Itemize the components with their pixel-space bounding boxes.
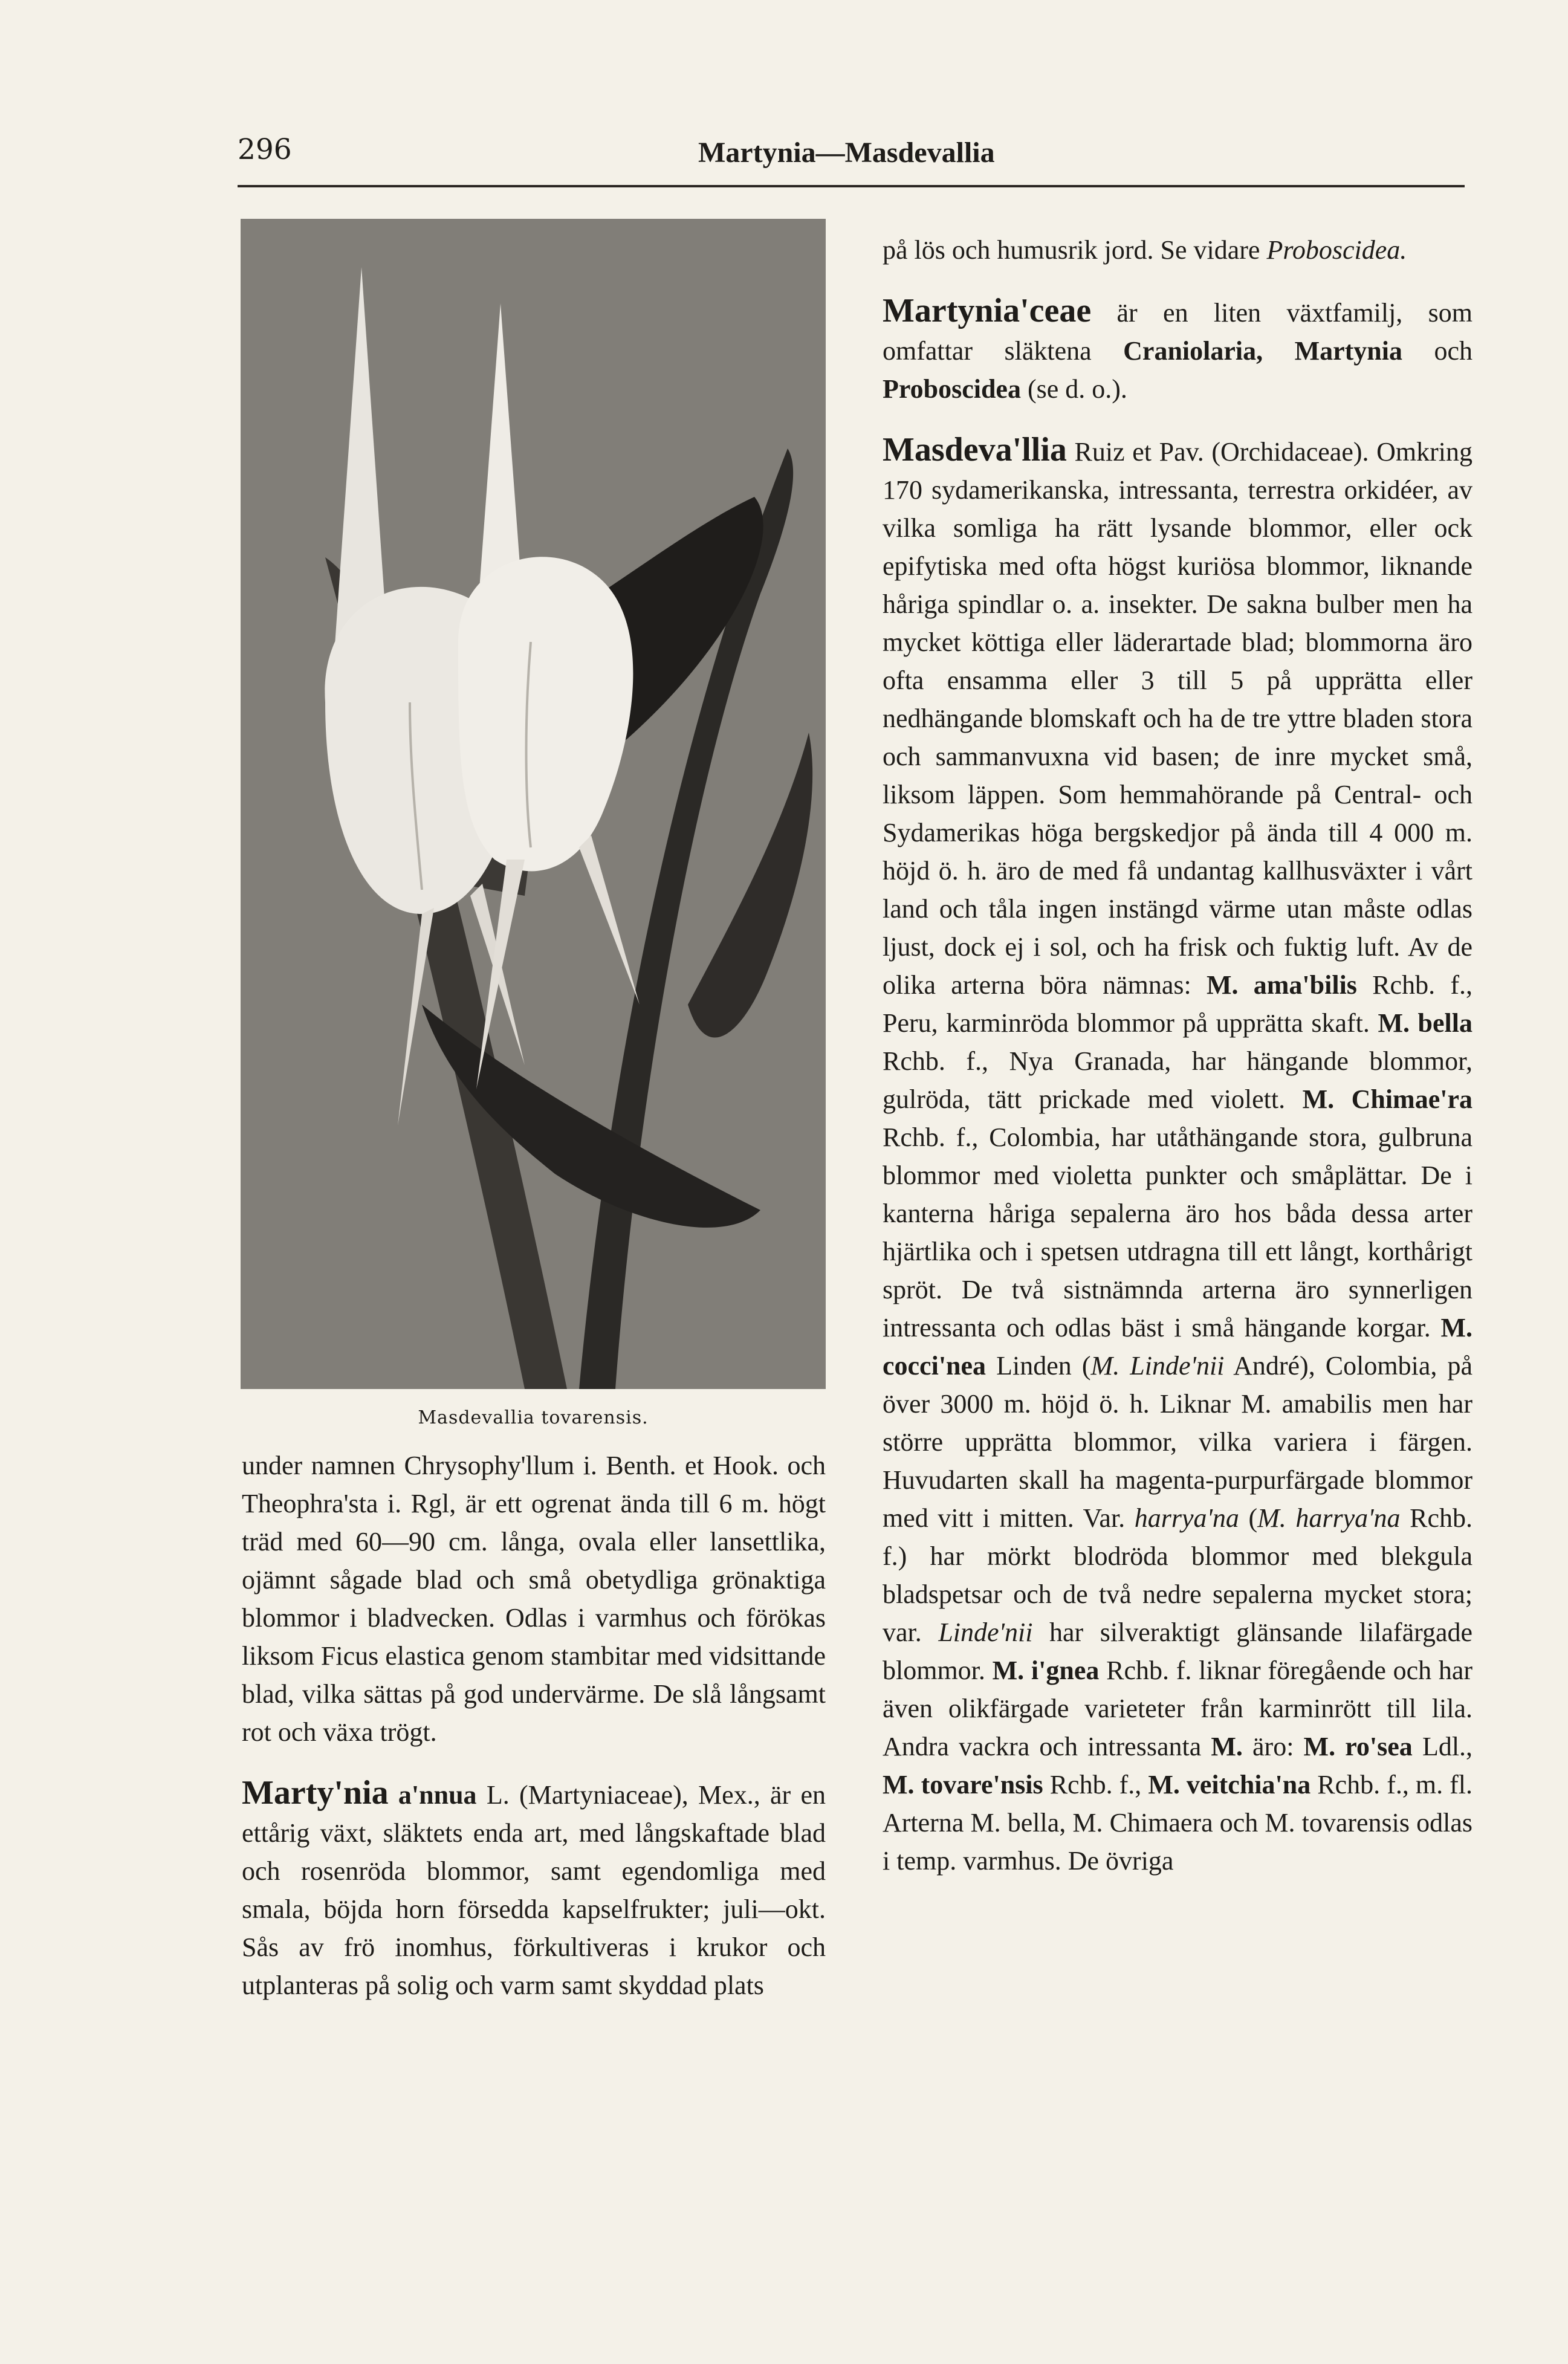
variety-name: harrya'na — [1134, 1503, 1239, 1533]
species-name: M. ama'bilis — [1206, 970, 1357, 1000]
genus-names: Craniolaria, Martynia — [1123, 336, 1402, 366]
species-name: M. i'gnea — [992, 1656, 1100, 1685]
entry-text: Linden ( — [996, 1351, 1091, 1381]
entry-martynia — [242, 1774, 826, 2004]
species-name: M. ro'sea — [1303, 1732, 1413, 1761]
entry-text: L. (Martyniaceae), Mex., är en ettårig växt, släktets enda art, med långskaftade blad och rosenröda blommor, samt egendomliga med smala, böjda horn försedda kapselfrukter; juli—okt. Sås av frö inomhus, förkultiveras i krukor och utplanteras på solig och varm samt skyddad plats — [242, 1780, 826, 2000]
entry-text: Rchb. f. liknar föregående och har även olikfärgade varieteter från karminrött till lila. Andra vackra och intressanta — [883, 1656, 1473, 1761]
running-head: Martynia—Masdevallia — [698, 137, 995, 169]
entry-lemma: Marty'nia — [242, 1774, 389, 1812]
cross-reference: Proboscidea. — [1266, 235, 1407, 265]
entry-martyniaceae — [883, 292, 1472, 408]
species-name: M. cocci'nea — [883, 1313, 1472, 1381]
entry-text: är en liten växtfamilj, som omfattar släktena — [883, 298, 1472, 366]
genus-abbrev: M. — [1211, 1732, 1243, 1761]
entry-text: Rchb. f., m. fl. Arterna M. bella, M. Chimaera och M. tovarensis odlas i temp. varmhus. De övriga — [883, 1770, 1473, 1876]
species-name: M. tovare'nsis — [883, 1770, 1043, 1799]
orchid-illustration — [241, 219, 826, 1389]
paragraph-continuation — [883, 231, 1472, 269]
continuation-text: på lös och humusrik jord. Se vidare — [883, 235, 1260, 265]
figure-caption: Masdevallia tovarensis. — [418, 1407, 649, 1428]
page-number: 296 — [238, 133, 292, 166]
synonym: M. harrya'na — [1257, 1503, 1401, 1533]
variety-name: Linde'nii — [938, 1618, 1033, 1647]
entry-text: Rchb. f., Nya Granada, har hängande blommor, gulröda, tätt prickade med violett. — [883, 1046, 1472, 1114]
entry-lemma: Masdeva'llia — [883, 431, 1067, 468]
entry-text: Rchb. f.) har mörkt blodröda blommor med blekgula bladspetsar och de två nedre sepalerna mycket stora; var. — [883, 1503, 1473, 1647]
entry-text: Rchb. f., — [1049, 1770, 1142, 1799]
species-name: a'nnua — [398, 1780, 477, 1810]
paragraph-continuation: under namnen Chrysophy'llum i. Benth. et Hook. och Theophra'sta i. Rgl, är ett ogrenat ända till 6 m. högt träd med 60—90 cm. långa, ovala eller lansettlika, ojämnt sågade blad och små obetydliga grönaktiga blommor i bladvecken. Odlas i varmhus och förökas liksom Ficus elastica genom stambitar med vidsittande blad, vilka sättas på god undervärme. De slå långsamt rot och växa trögt. — [242, 1451, 826, 1747]
genus-name: Proboscidea — [883, 374, 1021, 404]
entry-text: Rchb. f., Peru, karminröda blommor på upprätta skaft. — [883, 970, 1472, 1038]
entry-text: Rchb. f., Colombia, har utåthängande stora, gulbruna blommor med violetta punkter och småplättar. De i kanterna håriga sepalerna äro hos båda dessa arter hjärtlika och i spetsen utdragna till ett långt, korthårigt spröt. De två sistnämnda arterna äro synnerligen intressanta och odlas bäst i små hängande korgar. — [883, 1122, 1472, 1342]
conjunction: och — [1434, 336, 1472, 366]
right-column — [883, 231, 1472, 1880]
entry-text: Ldl., — [1422, 1732, 1473, 1761]
left-column — [242, 1446, 826, 2004]
species-name: M. Chimae'ra — [1302, 1084, 1472, 1114]
species-name: M. veitchia'na — [1148, 1770, 1311, 1799]
entry-text: André), Colombia, på över 3000 m. höjd ö. h. Liknar M. amabilis men har större upprätta blommor, vilka variera i färgen. Huvudarten skall ha magenta-purpurfärgade blommor med vitt i mitten. Var. — [883, 1351, 1472, 1533]
entry-text: äro: — [1252, 1732, 1294, 1761]
entry-masdevallia — [883, 431, 1472, 1880]
entry-text: ( — [1248, 1503, 1258, 1533]
header-rule — [238, 185, 1465, 187]
entry-text: Ruiz et Pav. (Orchidaceae). Omkring 170 sydamerikanska, intressanta, terrestra orkidéer, av vilka somliga ha rätt lysande blommor, eller ock epifytiska med ofta högst kuriösa blommor, liknande håriga spindlar o. a. insekter. De sakna bulber men ha mycket köttiga eller läderartade blad; blommorna äro ofta ensamma eller 3 till 5 på upprätta eller nedhängande blomskaft och ha de tre yttre bladen stora och sammanvuxna vid basen; de inre mycket små, liksom läppen. Som hemmahörande på Central- och Sydamerikas höga bergskedjor på ända till 4 000 m. höjd ö. h. äro de med få undantag kallhusväxter i vårt land och tåla ingen instängd värme utan måste odlas ljust, dock ej i sol, och ha frisk och fuktig luft. Av de olika arterna böra nämnas: — [883, 437, 1472, 1000]
entry-text: har silveraktigt glänsande lilafärgade blommor. — [883, 1618, 1473, 1685]
synonym: M. Linde'nii — [1090, 1351, 1225, 1381]
entry-text: (se d. o.). — [1027, 374, 1127, 404]
entry-lemma: Martynia'ceae — [883, 292, 1092, 329]
species-name: M. bella — [1378, 1008, 1473, 1038]
